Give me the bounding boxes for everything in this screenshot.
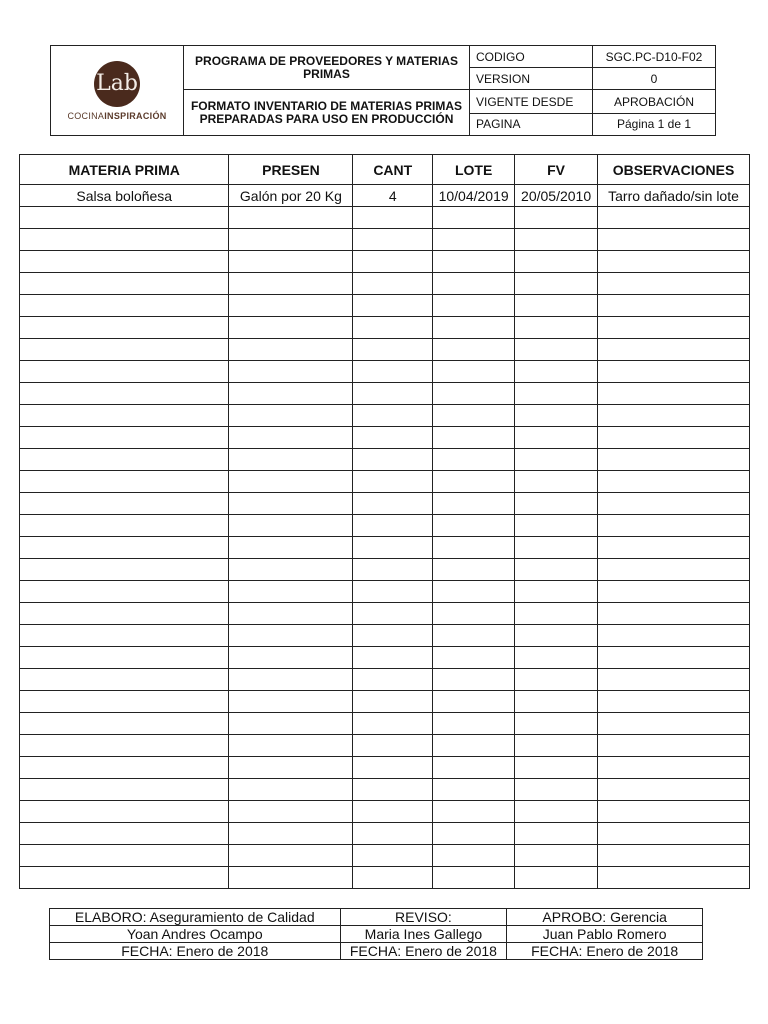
cell-materia-prima: [20, 207, 229, 229]
cell-presen: [229, 493, 353, 515]
table-row: [20, 493, 750, 515]
cell-lote: [433, 295, 515, 317]
cell-cant: 4: [353, 185, 433, 207]
cell-cant: [353, 691, 433, 713]
cell-lote: [433, 867, 515, 889]
cell-materia-prima: [20, 427, 229, 449]
table-row: [20, 845, 750, 867]
cell-observaciones: [598, 449, 750, 471]
cell-fv: [515, 757, 598, 779]
cell-observaciones: [598, 735, 750, 757]
cell-lote: [433, 691, 515, 713]
cell-fv: [515, 691, 598, 713]
cell-cant: [353, 515, 433, 537]
cell-lote: [433, 339, 515, 361]
cell-fv: [515, 471, 598, 493]
cell-observaciones: [598, 867, 750, 889]
table-row: [20, 581, 750, 603]
cell-observaciones: [598, 339, 750, 361]
cell-cant: [353, 823, 433, 845]
cell-materia-prima: [20, 735, 229, 757]
table-row: [20, 735, 750, 757]
elaboro-name: Yoan Andres Ocampo: [50, 926, 341, 943]
cell-fv: [515, 559, 598, 581]
cell-presen: [229, 713, 353, 735]
table-row: [20, 559, 750, 581]
approval-row-roles: [50, 909, 703, 926]
cell-cant: [353, 647, 433, 669]
meta-value-vigente: APROBACIÓN: [593, 90, 716, 114]
program-title: PROGRAMA DE PROVEEDORES Y MATERIAS PRIMAS: [184, 46, 470, 90]
cell-observaciones: [598, 295, 750, 317]
cell-presen: [229, 229, 353, 251]
elaboro-role: ELABORO: Aseguramiento de Calidad: [50, 909, 341, 926]
table-row: [20, 515, 750, 537]
meta-label-version: VERSION: [470, 68, 593, 90]
meta-value-codigo: SGC.PC-D10-F02: [593, 46, 716, 68]
cell-lote: [433, 581, 515, 603]
cell-cant: [353, 559, 433, 581]
logo-word-bold: INSPIRACIÓN: [104, 110, 167, 121]
cell-cant: [353, 757, 433, 779]
meta-label-pagina: PAGINA: [470, 113, 593, 135]
cell-materia-prima: [20, 405, 229, 427]
cell-presen: [229, 537, 353, 559]
table-row: [20, 273, 750, 295]
cell-materia-prima: Salsa boloñesa: [20, 185, 229, 207]
cell-presen: [229, 779, 353, 801]
cell-fv: [515, 669, 598, 691]
cell-materia-prima: [20, 229, 229, 251]
cell-lote: [433, 317, 515, 339]
cell-observaciones: [598, 779, 750, 801]
cell-observaciones: [598, 647, 750, 669]
meta-label-vigente: VIGENTE DESDE: [470, 90, 593, 114]
cell-lote: [433, 251, 515, 273]
aprobo-date: FECHA: Enero de 2018: [507, 943, 703, 960]
cell-materia-prima: [20, 603, 229, 625]
cell-materia-prima: [20, 713, 229, 735]
cell-lote: 10/04/2019: [433, 185, 515, 207]
cell-observaciones: Tarro dañado/sin lote: [598, 185, 750, 207]
cell-materia-prima: [20, 273, 229, 295]
cell-fv: [515, 251, 598, 273]
cell-fv: [515, 273, 598, 295]
cell-materia-prima: [20, 339, 229, 361]
cell-fv: [515, 427, 598, 449]
table-row: [20, 691, 750, 713]
cell-fv: [515, 493, 598, 515]
approval-row-dates: [50, 943, 703, 960]
cell-cant: [353, 779, 433, 801]
aprobo-role: APROBO: Gerencia: [507, 909, 703, 926]
cell-lote: [433, 471, 515, 493]
cell-cant: [353, 669, 433, 691]
cell-materia-prima: [20, 295, 229, 317]
cell-presen: [229, 647, 353, 669]
cell-cant: [353, 383, 433, 405]
table-row: [20, 625, 750, 647]
table-row: [20, 207, 750, 229]
cell-cant: [353, 251, 433, 273]
cell-fv: [515, 207, 598, 229]
logo-mark: Lab: [94, 61, 140, 107]
cell-fv: [515, 295, 598, 317]
table-row: [20, 779, 750, 801]
cell-presen: [229, 691, 353, 713]
cell-materia-prima: [20, 361, 229, 383]
table-row: [20, 603, 750, 625]
cell-lote: [433, 801, 515, 823]
col-presen: PRESEN: [229, 155, 353, 185]
cell-cant: [353, 207, 433, 229]
cell-cant: [353, 845, 433, 867]
cell-fv: [515, 229, 598, 251]
meta-label-codigo: CODIGO: [470, 46, 593, 68]
format-title: FORMATO INVENTARIO DE MATERIAS PRIMAS PREPARADAS PARA USO EN PRODUCCIÓN: [184, 90, 470, 136]
cell-presen: [229, 735, 353, 757]
cell-fv: [515, 515, 598, 537]
cell-observaciones: [598, 383, 750, 405]
cell-presen: [229, 845, 353, 867]
cell-fv: [515, 537, 598, 559]
cell-presen: [229, 207, 353, 229]
cell-fv: [515, 449, 598, 471]
cell-presen: Galón por 20 Kg: [229, 185, 353, 207]
cell-observaciones: [598, 603, 750, 625]
table-row: [20, 801, 750, 823]
table-row: [20, 317, 750, 339]
cell-lote: [433, 669, 515, 691]
cell-fv: 20/05/2010: [515, 185, 598, 207]
cell-cant: [353, 317, 433, 339]
cell-cant: [353, 339, 433, 361]
table-row: [20, 361, 750, 383]
table-row: [20, 229, 750, 251]
cell-fv: [515, 735, 598, 757]
cell-lote: [433, 823, 515, 845]
table-row: [20, 823, 750, 845]
cell-lote: [433, 647, 515, 669]
cell-observaciones: [598, 669, 750, 691]
cell-fv: [515, 603, 598, 625]
cell-materia-prima: [20, 823, 229, 845]
cell-fv: [515, 713, 598, 735]
cell-observaciones: [598, 581, 750, 603]
cell-observaciones: [598, 471, 750, 493]
cell-cant: [353, 801, 433, 823]
table-row: [20, 383, 750, 405]
cell-materia-prima: [20, 251, 229, 273]
cell-lote: [433, 603, 515, 625]
cell-observaciones: [598, 405, 750, 427]
cell-cant: [353, 603, 433, 625]
cell-fv: [515, 581, 598, 603]
cell-materia-prima: [20, 845, 229, 867]
cell-materia-prima: [20, 691, 229, 713]
cell-lote: [433, 273, 515, 295]
cell-observaciones: [598, 757, 750, 779]
cell-presen: [229, 339, 353, 361]
cell-observaciones: [598, 625, 750, 647]
cell-fv: [515, 339, 598, 361]
logo-cell: [51, 46, 184, 136]
col-fv: FV: [515, 155, 598, 185]
cell-lote: [433, 361, 515, 383]
cell-fv: [515, 361, 598, 383]
table-row: [20, 757, 750, 779]
cell-observaciones: [598, 361, 750, 383]
table-row: [20, 471, 750, 493]
cell-lote: [433, 493, 515, 515]
cell-lote: [433, 537, 515, 559]
cell-fv: [515, 383, 598, 405]
cell-lote: [433, 757, 515, 779]
cell-fv: [515, 845, 598, 867]
elaboro-date: FECHA: Enero de 2018: [50, 943, 341, 960]
cell-presen: [229, 559, 353, 581]
cell-lote: [433, 405, 515, 427]
meta-value-pagina: Página 1 de 1: [593, 113, 716, 135]
table-row: [20, 867, 750, 889]
cell-cant: [353, 229, 433, 251]
approval-row-names: [50, 926, 703, 943]
table-row: [20, 449, 750, 471]
cell-presen: [229, 757, 353, 779]
cell-materia-prima: [20, 515, 229, 537]
cell-lote: [433, 449, 515, 471]
cell-observaciones: [598, 713, 750, 735]
cell-cant: [353, 405, 433, 427]
cell-presen: [229, 801, 353, 823]
cell-presen: [229, 625, 353, 647]
cell-observaciones: [598, 845, 750, 867]
cell-materia-prima: [20, 801, 229, 823]
cell-cant: [353, 867, 433, 889]
cell-lote: [433, 427, 515, 449]
table-row: [20, 405, 750, 427]
cell-presen: [229, 823, 353, 845]
cell-cant: [353, 273, 433, 295]
cell-cant: [353, 295, 433, 317]
cell-presen: [229, 449, 353, 471]
aprobo-name: Juan Pablo Romero: [507, 926, 703, 943]
cell-lote: [433, 713, 515, 735]
cell-materia-prima: [20, 383, 229, 405]
cell-observaciones: [598, 207, 750, 229]
cell-presen: [229, 427, 353, 449]
table-row: [20, 295, 750, 317]
cell-materia-prima: [20, 317, 229, 339]
col-materia-prima: MATERIA PRIMA: [20, 155, 229, 185]
cell-presen: [229, 361, 353, 383]
table-row: [20, 339, 750, 361]
table-row: [20, 185, 750, 207]
cell-materia-prima: [20, 559, 229, 581]
logo-wordmark: [67, 111, 166, 121]
cell-cant: [353, 581, 433, 603]
cell-observaciones: [598, 559, 750, 581]
cell-materia-prima: [20, 449, 229, 471]
table-row: [20, 713, 750, 735]
reviso-role: REVISO:: [340, 909, 507, 926]
cell-observaciones: [598, 801, 750, 823]
cell-cant: [353, 449, 433, 471]
cell-lote: [433, 779, 515, 801]
cell-presen: [229, 867, 353, 889]
cell-observaciones: [598, 229, 750, 251]
cell-fv: [515, 647, 598, 669]
table-row: [20, 537, 750, 559]
cell-materia-prima: [20, 669, 229, 691]
cell-lote: [433, 559, 515, 581]
cell-fv: [515, 625, 598, 647]
table-row: [20, 251, 750, 273]
cell-cant: [353, 537, 433, 559]
cell-presen: [229, 405, 353, 427]
cell-cant: [353, 427, 433, 449]
cell-lote: [433, 515, 515, 537]
cell-fv: [515, 317, 598, 339]
meta-value-version: 0: [593, 68, 716, 90]
col-lote: LOTE: [433, 155, 515, 185]
cell-presen: [229, 273, 353, 295]
table-row: [20, 647, 750, 669]
cell-materia-prima: [20, 779, 229, 801]
cell-fv: [515, 405, 598, 427]
cell-presen: [229, 581, 353, 603]
cell-cant: [353, 713, 433, 735]
cell-materia-prima: [20, 537, 229, 559]
table-row: [20, 669, 750, 691]
cell-materia-prima: [20, 581, 229, 603]
cell-materia-prima: [20, 493, 229, 515]
cell-materia-prima: [20, 625, 229, 647]
cell-fv: [515, 823, 598, 845]
cell-presen: [229, 515, 353, 537]
cell-presen: [229, 669, 353, 691]
cell-fv: [515, 779, 598, 801]
cell-cant: [353, 625, 433, 647]
cell-lote: [433, 207, 515, 229]
cell-observaciones: [598, 493, 750, 515]
cell-cant: [353, 493, 433, 515]
cell-lote: [433, 845, 515, 867]
cell-lote: [433, 735, 515, 757]
table-row: [20, 427, 750, 449]
cell-observaciones: [598, 317, 750, 339]
cell-lote: [433, 625, 515, 647]
cell-observaciones: [598, 273, 750, 295]
cell-observaciones: [598, 537, 750, 559]
cell-observaciones: [598, 515, 750, 537]
cell-presen: [229, 603, 353, 625]
cell-observaciones: [598, 691, 750, 713]
cell-lote: [433, 383, 515, 405]
reviso-name: Maria Ines Gallego: [340, 926, 507, 943]
lab-logo: [51, 61, 183, 121]
cell-presen: [229, 383, 353, 405]
inventory-table: [19, 154, 750, 889]
cell-lote: [433, 229, 515, 251]
cell-presen: [229, 471, 353, 493]
cell-fv: [515, 867, 598, 889]
cell-presen: [229, 251, 353, 273]
cell-cant: [353, 471, 433, 493]
cell-materia-prima: [20, 471, 229, 493]
cell-cant: [353, 361, 433, 383]
cell-materia-prima: [20, 757, 229, 779]
approval-table: [49, 908, 703, 960]
cell-presen: [229, 317, 353, 339]
cell-observaciones: [598, 427, 750, 449]
document-header: [50, 45, 716, 136]
col-observaciones: OBSERVACIONES: [598, 155, 750, 185]
cell-presen: [229, 295, 353, 317]
cell-materia-prima: [20, 867, 229, 889]
cell-observaciones: [598, 251, 750, 273]
cell-observaciones: [598, 823, 750, 845]
inventory-header-row: [20, 155, 750, 185]
logo-word-regular: COCINA: [67, 110, 105, 121]
cell-materia-prima: [20, 647, 229, 669]
col-cant: CANT: [353, 155, 433, 185]
reviso-date: FECHA: Enero de 2018: [340, 943, 507, 960]
cell-fv: [515, 801, 598, 823]
cell-cant: [353, 735, 433, 757]
